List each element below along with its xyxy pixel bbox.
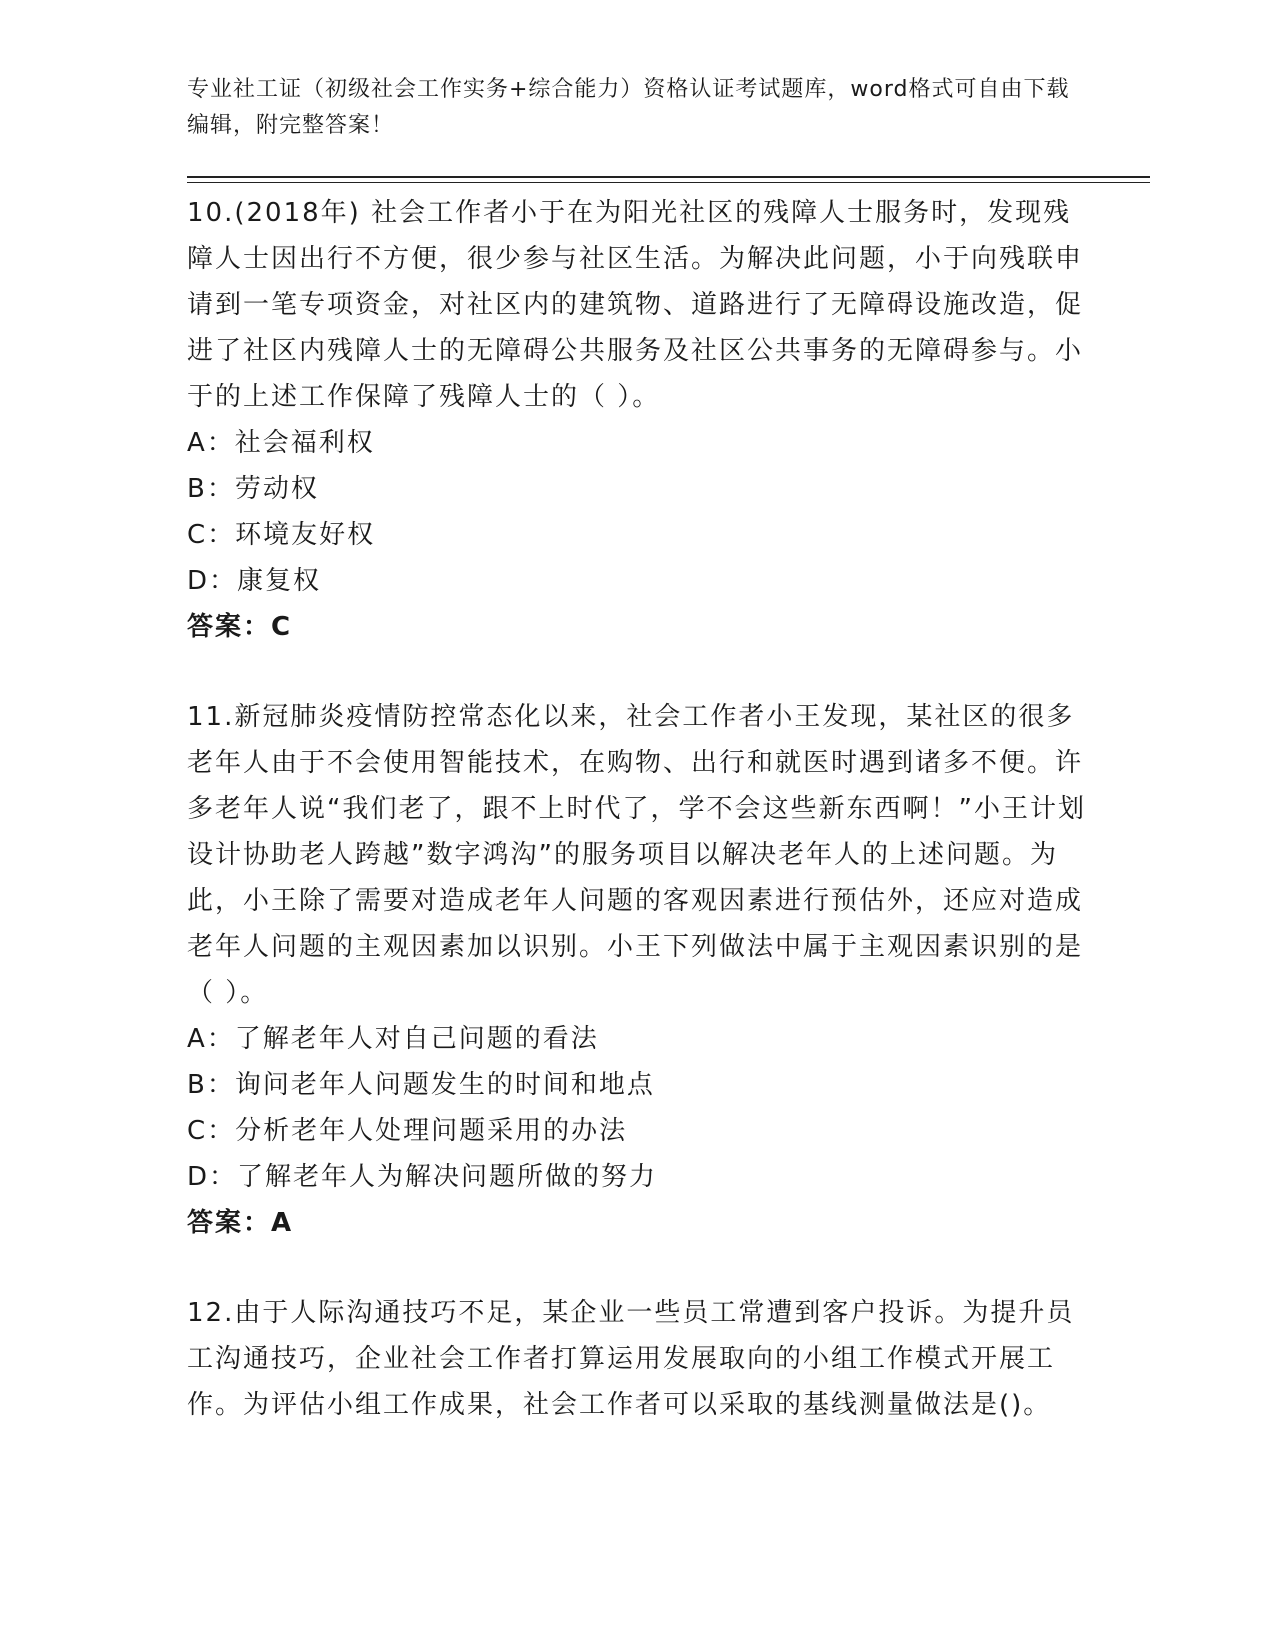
question-stem: 12.由于人际沟通技巧不足，某企业一些员工常遭到客户投诉。为提升员工沟通技巧，企业社会工作者打算运用发展取向的小组工作模式开展工作。为评估小组工作成果，社会工作者可以采取的基线测量做法是()。: [187, 1298, 1075, 1420]
document-header: 专业社工证（初级社会工作实务+综合能力）资格认证考试题库，word格式可自由下载编辑，附完整答案！: [187, 77, 1070, 138]
answer-line: 答案：C: [187, 612, 293, 642]
option-d: D：了解老年人为解决问题所做的努力: [187, 1162, 658, 1192]
answer-line: 答案：A: [187, 1208, 294, 1238]
question-list: [187, 190, 1087, 1472]
question-stem: 11.新冠肺炎疫情防控常态化以来，社会工作者小王发现，某社区的很多老年人由于不会使用智能技术，在购物、出行和就医时遇到诸多不便。许多老年人说“我们老了，跟不上时代了，学不会这些新东西啊！”小王计划设计协助老人跨越”数字鸿沟”的服务项目以解决老年人的上述问题。为此，小王除了需要对造成老年人问题的客观因素进行预估外，还应对造成老年人问题的主观因素加以识别。小王下列做法中属于主观因素识别的是（ ）。: [187, 702, 1086, 1008]
question-stem: 10.(2018年) 社会工作者小于在为阳光社区的残障人士服务时，发现残障人士因出行不方便，很少参与社区生活。为解决此问题，小于向残联申请到一笔专项资金，对社区内的建筑物、道路进行了无障碍设施改造，促进了社区内残障人士的无障碍公共服务及社区公共事务的无障碍参与。小于的上述工作保障了残障人士的（ ）。: [187, 198, 1084, 412]
option-c: C：分析老年人处理问题采用的办法: [187, 1116, 628, 1146]
option-d: D：康复权: [187, 566, 322, 596]
question-12: [187, 1290, 1087, 1428]
question-11: [187, 694, 1087, 1246]
header-divider-thick: [187, 176, 1150, 178]
option-b: B：询问老年人问题发生的时间和地点: [187, 1070, 655, 1100]
option-c: C：环境友好权: [187, 520, 376, 550]
header-divider-thin: [187, 182, 1150, 183]
option-a: A：社会福利权: [187, 428, 375, 458]
option-b: B：劳动权: [187, 474, 319, 504]
option-a: A：了解老年人对自己问题的看法: [187, 1024, 599, 1054]
question-10: [187, 190, 1087, 650]
